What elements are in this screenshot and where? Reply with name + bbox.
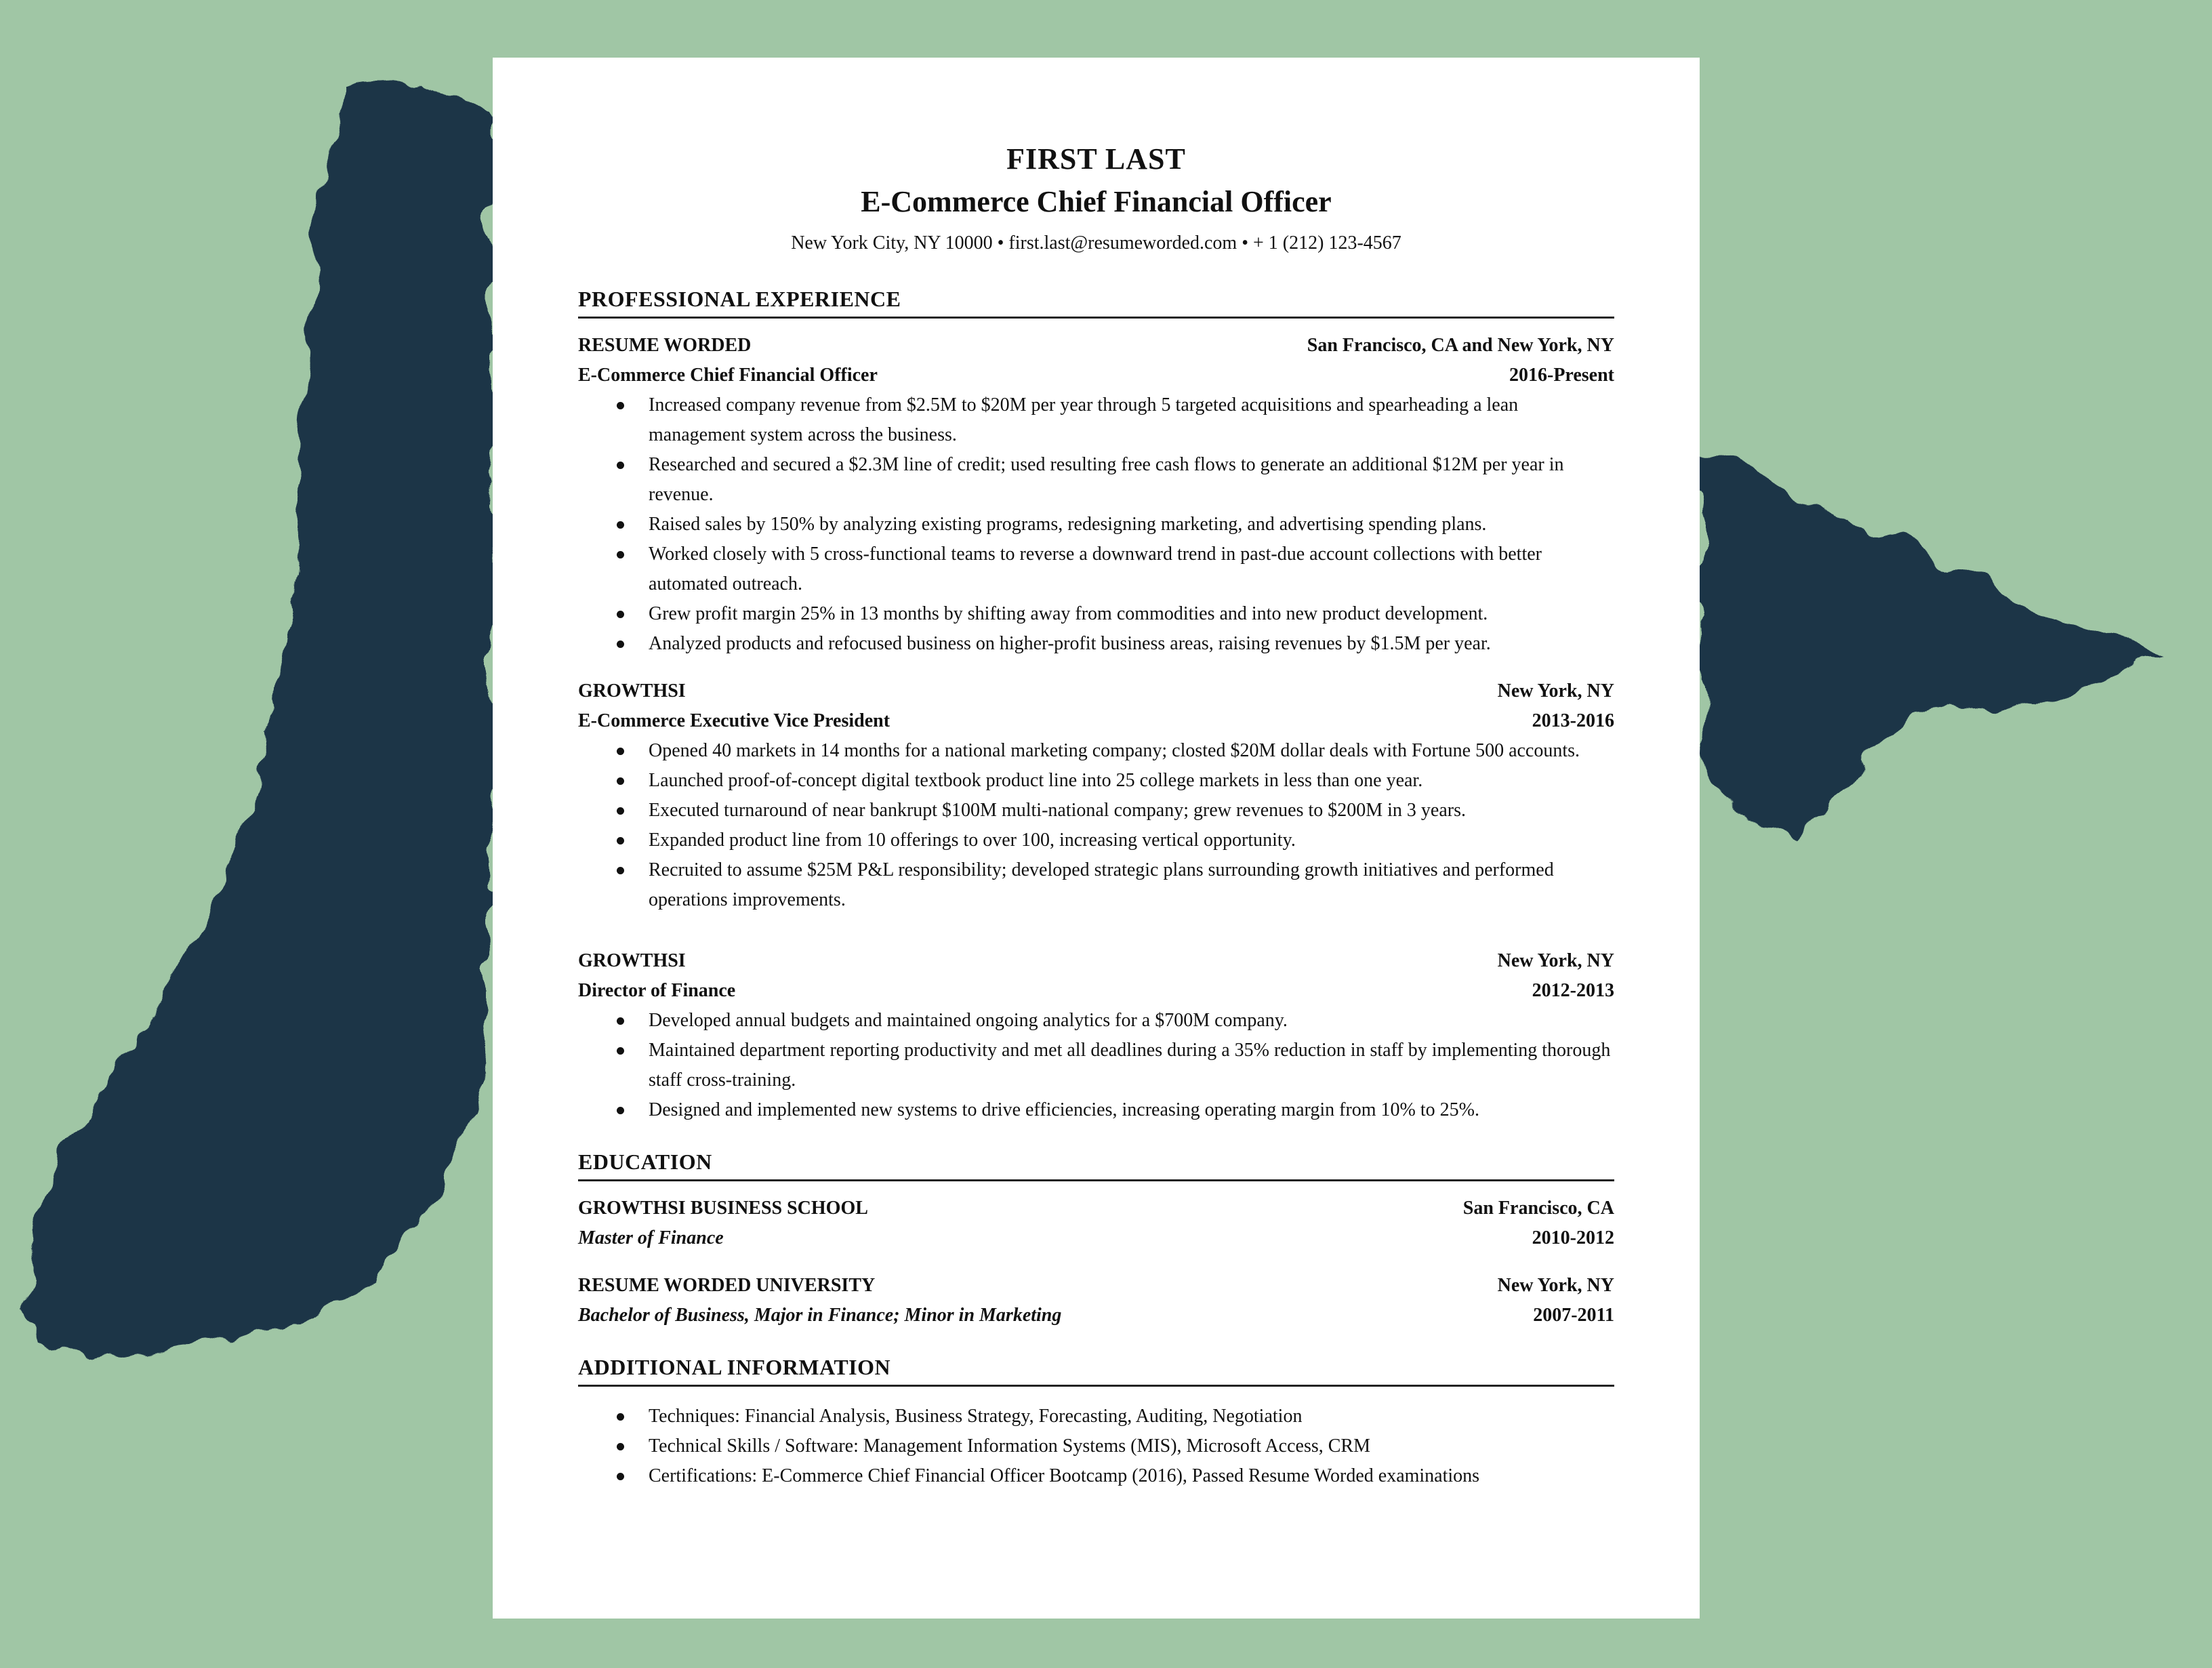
- bullet-item: Analyzed products and refocused business on higher-profit business areas, raising revenues by $1.5M per year.: [578, 629, 1614, 659]
- bullet-item: Techniques: Financial Analysis, Business Strategy, Forecasting, Auditing, Negotiation: [578, 1402, 1614, 1431]
- contact-line: New York City, NY 10000 • first.last@resumeworded.com • + 1 (212) 123-4567: [791, 232, 1401, 253]
- section-title-education: EDUCATION: [578, 1148, 1614, 1181]
- bullet-item: Maintained department reporting productivity and met all deadlines during a 35% reduction in staff by implementing thorough staff cross-training.: [578, 1036, 1614, 1095]
- job-location: New York, NY: [1497, 680, 1614, 701]
- job-entry: [578, 946, 1614, 1125]
- section-title-additional: ADDITIONAL INFORMATION: [578, 1354, 1614, 1387]
- job-dates: 2016-Present: [1509, 365, 1614, 386]
- education-dates: 2010-2012: [1532, 1227, 1614, 1248]
- bullet-item: Technical Skills / Software: Management Information Systems (MIS), Microsoft Access, CRM: [578, 1431, 1614, 1461]
- bullet-item: Researched and secured a $2.3M line of credit; used resulting free cash flows to generate an additional $12M per year in revenue.: [578, 450, 1614, 510]
- job-company: GROWTHSI: [578, 950, 686, 971]
- bullet-item: Executed turnaround of near bankrupt $100M multi-national company; grew revenues to $200M in 3 years.: [578, 796, 1614, 826]
- degree: Master of Finance: [578, 1227, 724, 1248]
- school-name: GROWTHSI BUSINESS SCHOOL: [578, 1198, 868, 1219]
- job-role: E-Commerce Chief Financial Officer: [578, 365, 878, 386]
- job-role: E-Commerce Executive Vice President: [578, 710, 890, 731]
- bullet-item: Opened 40 markets in 14 months for a national marketing company; closted $20M dollar deals with Fortune 500 accounts.: [578, 736, 1614, 766]
- bullet-item: Certifications: E-Commerce Chief Financial Officer Bootcamp (2016), Passed Resume Worded examinations: [578, 1461, 1614, 1491]
- education-entry: [578, 1194, 1614, 1253]
- resume-header: [578, 139, 1614, 262]
- job-bullets: [578, 390, 1614, 659]
- bullet-item: Worked closely with 5 cross-functional teams to reverse a downward trend in past-due account collections with better automated outreach.: [578, 540, 1614, 599]
- candidate-name: FIRST LAST: [1006, 142, 1186, 176]
- job-company: GROWTHSI: [578, 680, 686, 701]
- bullet-item: Developed annual budgets and maintained ongoing analytics for a $700M company.: [578, 1006, 1614, 1036]
- job-bullets: [578, 736, 1614, 915]
- section-title-experience: PROFESSIONAL EXPERIENCE: [578, 285, 1614, 319]
- job-location: San Francisco, CA and New York, NY: [1307, 335, 1614, 356]
- bullet-item: Raised sales by 150% by analyzing existing programs, redesigning marketing, and advertising spending plans.: [578, 510, 1614, 540]
- degree: Bachelor of Business, Major in Finance; Minor in Marketing: [578, 1305, 1062, 1326]
- job-company: RESUME WORDED: [578, 335, 752, 356]
- additional-info-list: [578, 1402, 1614, 1491]
- bullet-item: Recruited to assume $25M P&L responsibility; developed strategic plans surrounding growth initiatives and performed operations improvements.: [578, 855, 1614, 915]
- resume-page: [493, 58, 1700, 1619]
- bullet-item: Increased company revenue from $2.5M to $20M per year through 5 targeted acquisitions and spearheading a lean management system across the business.: [578, 390, 1614, 450]
- school-location: San Francisco, CA: [1462, 1198, 1614, 1219]
- bullet-item: Designed and implemented new systems to drive efficiencies, increasing operating margin from 10% to 25%.: [578, 1095, 1614, 1125]
- bullet-item: Grew profit margin 25% in 13 months by shifting away from commodities and into new product development.: [578, 599, 1614, 629]
- job-entry: [578, 676, 1614, 915]
- bullet-item: Launched proof-of-concept digital textbook product line into 25 college markets in less than one year.: [578, 766, 1614, 796]
- school-name: RESUME WORDED UNIVERSITY: [578, 1275, 876, 1296]
- job-role: Director of Finance: [578, 980, 736, 1001]
- job-location: New York, NY: [1497, 950, 1614, 971]
- job-bullets: [578, 1006, 1614, 1125]
- education-entry: [578, 1271, 1614, 1330]
- job-entry: [578, 331, 1614, 659]
- school-location: New York, NY: [1497, 1275, 1614, 1296]
- job-dates: 2012-2013: [1532, 980, 1614, 1001]
- candidate-title: E-Commerce Chief Financial Officer: [861, 185, 1332, 218]
- bullet-item: Expanded product line from 10 offerings to over 100, increasing vertical opportunity.: [578, 826, 1614, 855]
- job-dates: 2013-2016: [1532, 710, 1614, 731]
- education-dates: 2007-2011: [1533, 1305, 1614, 1326]
